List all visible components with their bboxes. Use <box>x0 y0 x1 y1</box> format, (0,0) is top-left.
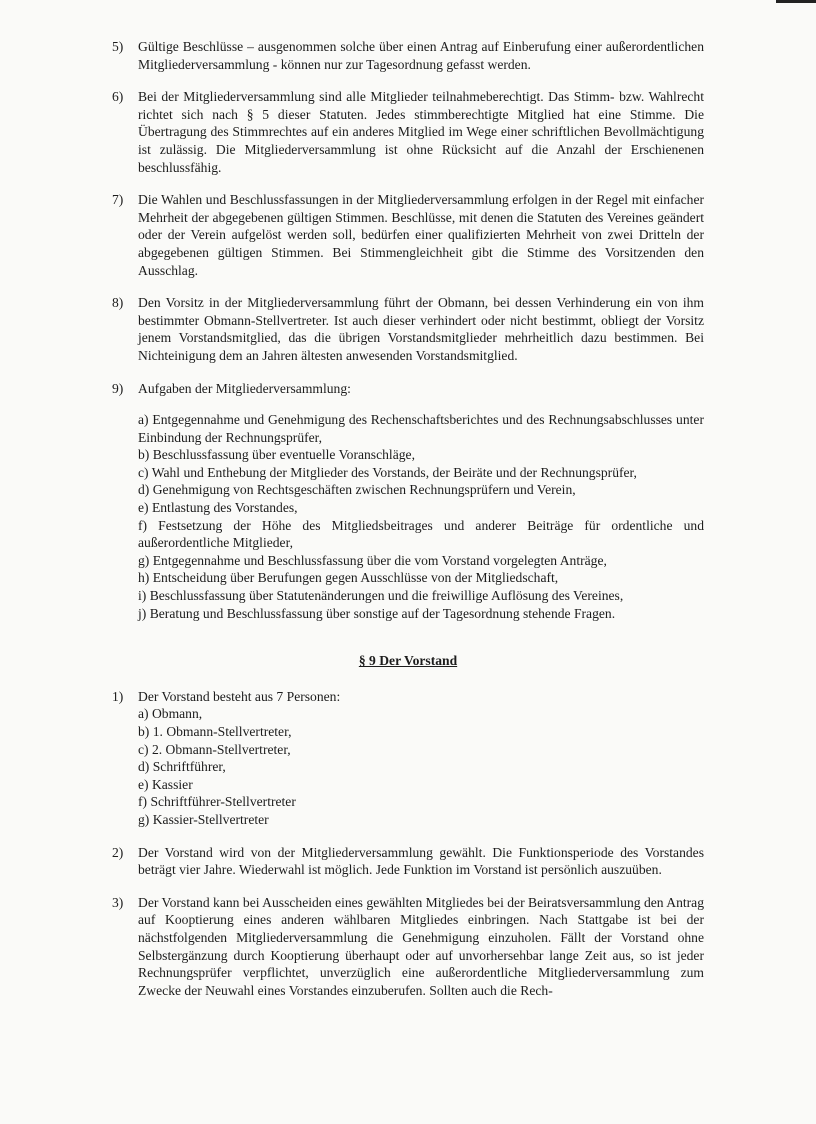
clause-text: Gültige Beschlüsse – ausgenommen solche über einen Antrag auf Einberufung einer außerordentlichen Mitgliederversammlung - können nur zur Tagesordnung gefasst werden. <box>138 39 704 72</box>
board-members-list <box>138 705 704 828</box>
clause-number: 5) <box>112 39 124 54</box>
list-item: g) Kassier-Stellvertreter <box>138 811 269 827</box>
document-content <box>112 38 704 1014</box>
list-item: g) Entgegennahme und Beschlussfassung über die vom Vorstand vorgelegten Anträge, <box>138 552 607 568</box>
section-heading: § 9 Der Vorstand <box>358 653 458 669</box>
list-item: e) Kassier <box>138 776 193 792</box>
clause-number: 6) <box>112 89 124 105</box>
board-clause-3 <box>112 894 704 1000</box>
board-title: Der Vorstand besteht aus 7 Personen: <box>138 688 341 704</box>
list-item: d) Schriftführer, <box>138 759 226 775</box>
list-item: c) Wahl und Enthebung der Mitglieder des Vorstands, der Beiräte und der Rechnungsprüfer, <box>138 464 637 480</box>
clause-number: 1) <box>112 688 124 704</box>
list-item: b) Beschlussfassung über eventuelle Voranschläge, <box>138 447 415 463</box>
list-item: a) Obmann, <box>138 706 203 722</box>
clause-8 <box>112 294 704 364</box>
list-item: h) Entscheidung über Berufungen gegen Ausschlüsse von der Mitgliedschaft, <box>138 570 559 586</box>
scan-edge-mark <box>776 0 816 3</box>
list-item: a) Entgegennahme und Genehmigung des Rechenschaftsberichtes und des Rechnungsabschlusses unter Einbindung der Rechnungsprüfer, <box>138 412 704 445</box>
clause-text: Bei der Mitgliederversammlung sind alle Mitglieder teilnahmeberechtigt. Das Stimm- bzw. Wahlrecht richtet sich nach § 5 dieser Statuten. Jedes stimmberechtigte Mitglied hat eine Stimme. Die Übertragung des Stimmrechtes auf ein anderes Mitglied im Wege einer schriftlichen Bevollmächtigung ist zulässig. Die Mitgliederversammlung ist ohne Rücksicht auf die Anzahl der Erschienenen beschlussfähig. <box>138 89 704 175</box>
clause-9-duties <box>112 380 704 623</box>
duties-title: Aufgaben der Mitgliederversammlung: <box>138 380 351 396</box>
clause-text: Der Vorstand wird von der Mitgliederversammlung gewählt. Die Funktionsperiode des Vorstandes beträgt vier Jahre. Wiederwahl ist möglich. Jede Funktion im Vorstand ist persönlich auszuüben. <box>138 844 704 878</box>
list-item: j) Beratung und Beschlussfassung über sonstige auf der Tagesordnung stehende Fragen. <box>138 605 616 621</box>
list-item: d) Genehmigung von Rechtsgeschäften zwischen Rechnungsprüfern und Verein, <box>138 482 576 498</box>
clause-text: Der Vorstand kann bei Ausscheiden eines gewählten Mitgliedes bei der Beiratsversammlung den Antrag auf Kooptierung eines anderen wählbaren Mitgliedes einbringen. Nach Stattgabe ist bei der nächstfolgenden Mitgliederversammlung die Genehmigung einzuholen. Fällt der Vorstand ohne Selbstergänzung durch Kooptierung überhaupt oder auf unvorhersehbar lange Zeit aus, so ist jeder Rechnungsprüfer verpflichtet, unverzüglich eine außerordentliche Mitgliederversammlung zum Zwecke der Neuwahl eines Vorstandes einzuberufen. Sollten auch die Rech- <box>138 894 704 998</box>
clause-number: 2) <box>112 844 124 860</box>
list-item: b) 1. Obmann-Stellvertreter, <box>138 724 292 739</box>
clause-number: 3) <box>112 894 124 910</box>
clause-number: 8) <box>112 295 124 311</box>
clause-text: Die Wahlen und Beschlussfassungen in der Mitgliederversammlung erfolgen in der Regel mit einfacher Mehrheit der abgegebenen gültigen Stimmen. Beschlüsse, mit denen die Statuten des Vereines geändert oder der Verein aufgelöst werden soll, bedürfen einer qualifizierten Mehrheit von zwei Dritteln der abgegebenen gültigen Stimmen. Bei Stimmengleichheit gibt die Stimme des Vorsitzenden den Ausschlag. <box>138 192 704 278</box>
list-item: i) Beschlussfassung über Statutenänderungen und die freiwillige Auflösung des Vereines, <box>138 588 624 604</box>
duties-list <box>138 411 704 622</box>
list-item: e) Entlastung des Vorstandes, <box>138 500 298 516</box>
clause-5 <box>112 38 704 73</box>
list-item: f) Festsetzung der Höhe des Mitgliedsbeitrages und anderer Beiträge für ordentliche und außerordentliche Mitglieder, <box>138 517 704 551</box>
board-clause-2 <box>112 844 704 879</box>
clause-text: Den Vorsitz in der Mitgliederversammlung führt der Obmann, bei dessen Verhinderung ein von ihm bestimmter Obmann-Stellvertreter. Ist auch dieser verhindert oder nicht bestimmt, obliegt der Vorsitz jenem Vorstandsmitglied, das die übrigen Vorstandsmitglieder mehrheitlich dazu bestimmen. Bei Nichteinigung dem an Jahren ältesten anwesenden Vorstandsmitglied. <box>138 295 704 363</box>
list-item: f) Schriftführer-Stellvertreter <box>138 794 296 810</box>
list-item: c) 2. Obmann-Stellvertreter, <box>138 741 291 757</box>
clause-6 <box>112 88 704 176</box>
board-clause-1 <box>112 688 704 829</box>
clause-number: 7) <box>112 192 124 208</box>
clause-7 <box>112 191 704 279</box>
clause-number: 9) <box>112 380 124 396</box>
